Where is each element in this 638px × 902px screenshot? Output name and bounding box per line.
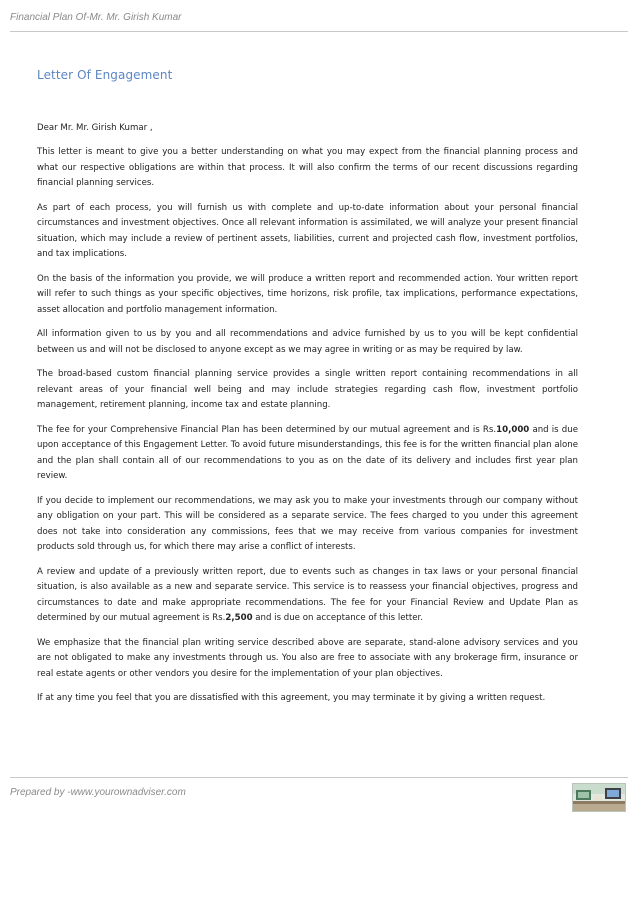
paragraph-report: On the basis of the information you provide, we will produce a written report and recommended action. Your written report will refer to such things as your specific objectives, time horizons, risk profile, tax implications, performance expectations, asset allocation and portfolio management information.: [37, 273, 578, 315]
page-footer: [10, 777, 628, 814]
review-fee-amount: 2,500: [225, 613, 253, 623]
paragraph-service-scope: The broad-based custom financial planning service provides a single written report containing recommendations in all relevant areas of your financial well being and may include strategies regarding cash flow, investment portfolio management, retirement planning, income tax and estate planning.: [37, 369, 578, 410]
paragraph-information: As part of each process, you will furnish us with complete and up-to-date information about your personal financial circumstances and investment objectives. Once all relevant information is assimilated, we will analyze your present financial situation, which may include a review of pertinent assets, liabilities, current and projected cash flow, investment portfolios, and tax implications.: [37, 202, 578, 259]
review-text-before: A review and update of a previously written report, due to events such as changes in tax laws or your personal financial situation, is also available as a new and separate service. This service is to reassess your financial objectives, progress and circumstances to date and make appropriate recommendations. The fee for your Financial Review and Update Plan as determined by our mutual agreement is Rs.: [37, 566, 578, 623]
paragraph-implementation: If you decide to implement our recommendations, we may ask you to make your investments through our company without any obligation on your part. This will be considered as a separate service. The fees charged to you under this agreement does not take into consideration any commissions, fees that we may receive from various companies for investment products sold through us, for which there may arise a conflict of interests.: [37, 495, 578, 552]
footer-logo-image: [572, 783, 626, 812]
paragraph-independence: We emphasize that the financial plan writing service described above are separate, stand-alone advisory services and you are not obligated to make any investments through us. You also are free to associate with any brokerage firm, insurance or real estate agents or other vendors you desire for the implementation of your plan objectives.: [37, 637, 578, 679]
fee-text-before: The fee for your Comprehensive Financial Plan has been determined by our mutual agreement and is Rs.: [37, 424, 497, 435]
review-text-after: and is due on acceptance of this letter.: [252, 613, 424, 623]
paragraph-intro: This letter is meant to give you a better understanding on what you may expect from the financial planning process and what our respective obligations are within that process. It will also confirm the terms of our recent discussions regarding financial planning services.: [37, 147, 578, 188]
header-title: Financial Plan Of-Mr. Mr. Girish Kumar: [10, 12, 182, 23]
paragraph-fee: [37, 423, 578, 485]
paragraph-confidentiality: All information given to us by you and all recommendations and advice furnished by us to you will be kept confidential between us and will not be disclosed to anyone except as we may agree in writing or as may be required by law.: [37, 329, 578, 355]
office-desk-icon: [573, 784, 625, 811]
paragraph-review: [37, 565, 578, 627]
fee-text-after: and is due upon acceptance of this Engagement Letter. To avoid future misunderstandings, this fee is for the written financial plan alone and the plan shall contain all of our recommendations to you as on the date of its delivery and includes first year plan review.: [37, 424, 578, 481]
footer-text: Prepared by -www.yourownadviser.com: [10, 787, 186, 798]
salutation: Dear Mr. Mr. Girish Kumar ,: [37, 123, 153, 133]
page-header: [10, 9, 628, 32]
paragraph-termination: If at any time you feel that you are dissatisfied with this agreement, you may terminate it by giving a written request.: [37, 693, 546, 703]
letter-body: [37, 121, 578, 716]
document-title: Letter Of Engagement: [37, 68, 173, 82]
fee-amount: 10,000: [496, 424, 530, 435]
